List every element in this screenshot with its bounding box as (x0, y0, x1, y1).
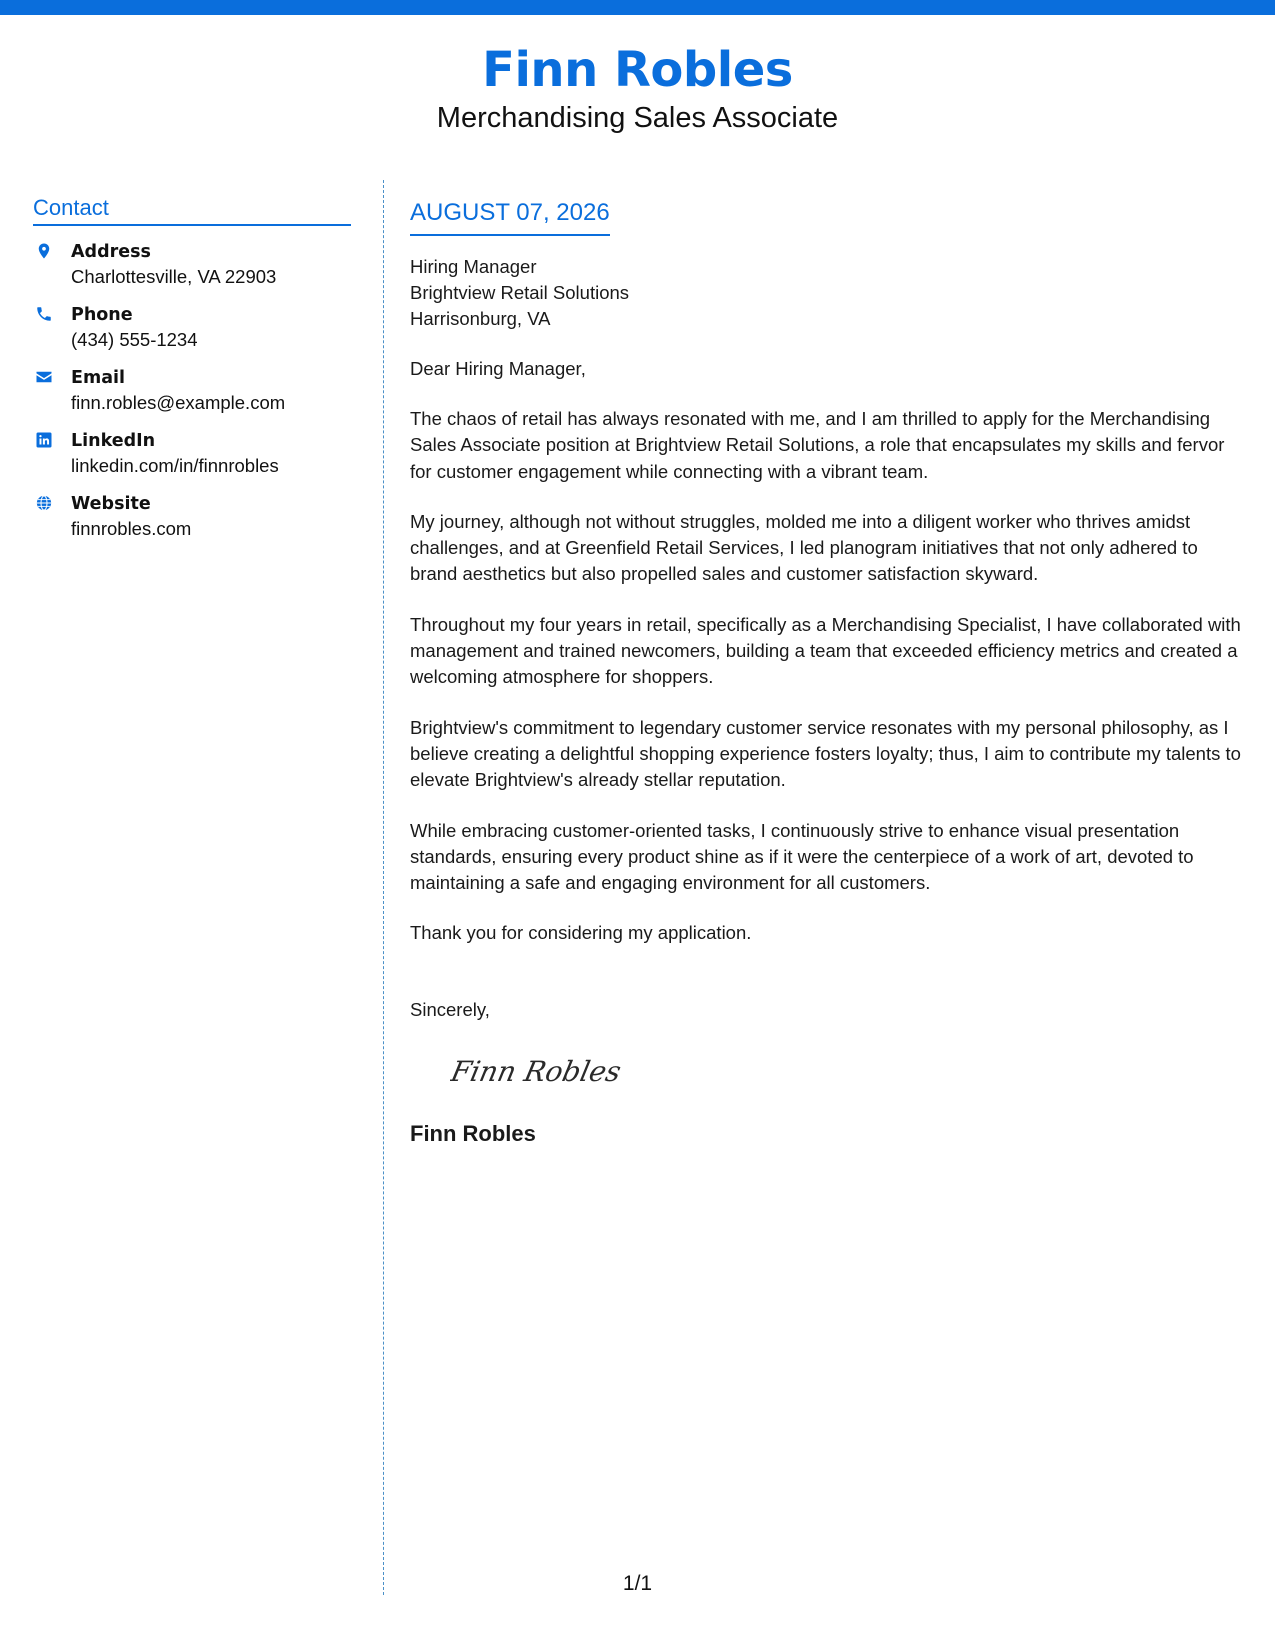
paragraph: While embracing customer-oriented tasks, I continuously strive to enhance visual presentation standards, ensuring every product shine as if it were the centerpiece of a work of art, devoted to maintaining a safe and engaging environment for all customers. (410, 819, 1194, 894)
linkedin-icon (35, 431, 53, 449)
contact-sidebar (33, 195, 351, 541)
paragraph: My journey, although not without struggles, molded me into a diligent worker who thrives amidst challenges, and at Greenfield Retail Services, I led planogram initiatives that not only adhered to brand aesthetics but also propelled sales and customer satisfaction skyward. (410, 510, 1198, 585)
handwritten-signature (450, 1041, 640, 1099)
paragraph: The chaos of retail has always resonated with me, and I am thrilled to apply for the Merchandising Sales Associate position at Brightview Retail Solutions, a role that encapsulates my skills and fervor for customer engagement while connecting with a vibrant team. (410, 408, 1225, 482)
phone-value: (434) 555-1234 (71, 329, 198, 350)
paragraph: Throughout my four years in retail, specifically as a Merchandising Specialist, I have collaborated with management and trained newcomers, building a team that exceeded efficiency metrics and created a welcoming atmosphere for shoppers. (410, 613, 1241, 688)
job-title: Merchandising Sales Associate (436, 102, 839, 134)
signed-name: Finn Robles (410, 1120, 536, 1146)
column-divider (383, 180, 384, 1595)
website-value[interactable]: finnrobles.com (71, 518, 192, 539)
letter-body (410, 198, 1250, 1148)
website-label: Website (71, 494, 151, 514)
contact-item-website (33, 492, 351, 541)
salutation: Dear Hiring Manager, (410, 358, 586, 379)
email-value[interactable]: finn.robles@example.com (71, 392, 286, 413)
signature-text: Finn Robles (450, 1055, 624, 1088)
letter-date: AUGUST 07, 2026 (410, 198, 610, 236)
contact-item-address (33, 240, 351, 289)
contact-item-phone (33, 303, 351, 352)
page-number: 1/1 (622, 1572, 653, 1595)
recipient-location: Harrisonburg, VA (410, 308, 551, 329)
contact-heading: Contact (33, 195, 351, 226)
map-pin-icon (35, 242, 53, 260)
address-value: Charlottesville, VA 22903 (71, 266, 277, 287)
phone-icon (35, 305, 53, 323)
recipient-company: Brightview Retail Solutions (410, 282, 630, 303)
paragraph: Brightview's commitment to legendary customer service resonates with my personal philosophy, as I believe creating a delightful shopping experience fosters loyalty; thus, I aim to contribute my talents to elevate Brightview's already stellar reputation. (410, 716, 1241, 791)
linkedin-label: LinkedIn (71, 431, 156, 451)
contact-item-linkedin (33, 429, 351, 478)
top-accent-bar (0, 0, 1275, 15)
recipient-block (410, 254, 1250, 332)
thank-you-line: Thank you for considering my application. (410, 922, 752, 944)
closing: Sincerely, (410, 998, 490, 1020)
recipient-title: Hiring Manager (410, 256, 537, 277)
phone-label: Phone (71, 305, 133, 325)
address-label: Address (71, 242, 151, 262)
contact-item-email (33, 366, 351, 415)
page-header (0, 40, 1275, 136)
linkedin-value[interactable]: linkedin.com/in/finnrobles (71, 455, 279, 476)
applicant-name: Finn Robles (482, 42, 793, 98)
email-label: Email (71, 368, 125, 388)
globe-icon (35, 494, 53, 512)
envelope-icon (35, 368, 53, 386)
